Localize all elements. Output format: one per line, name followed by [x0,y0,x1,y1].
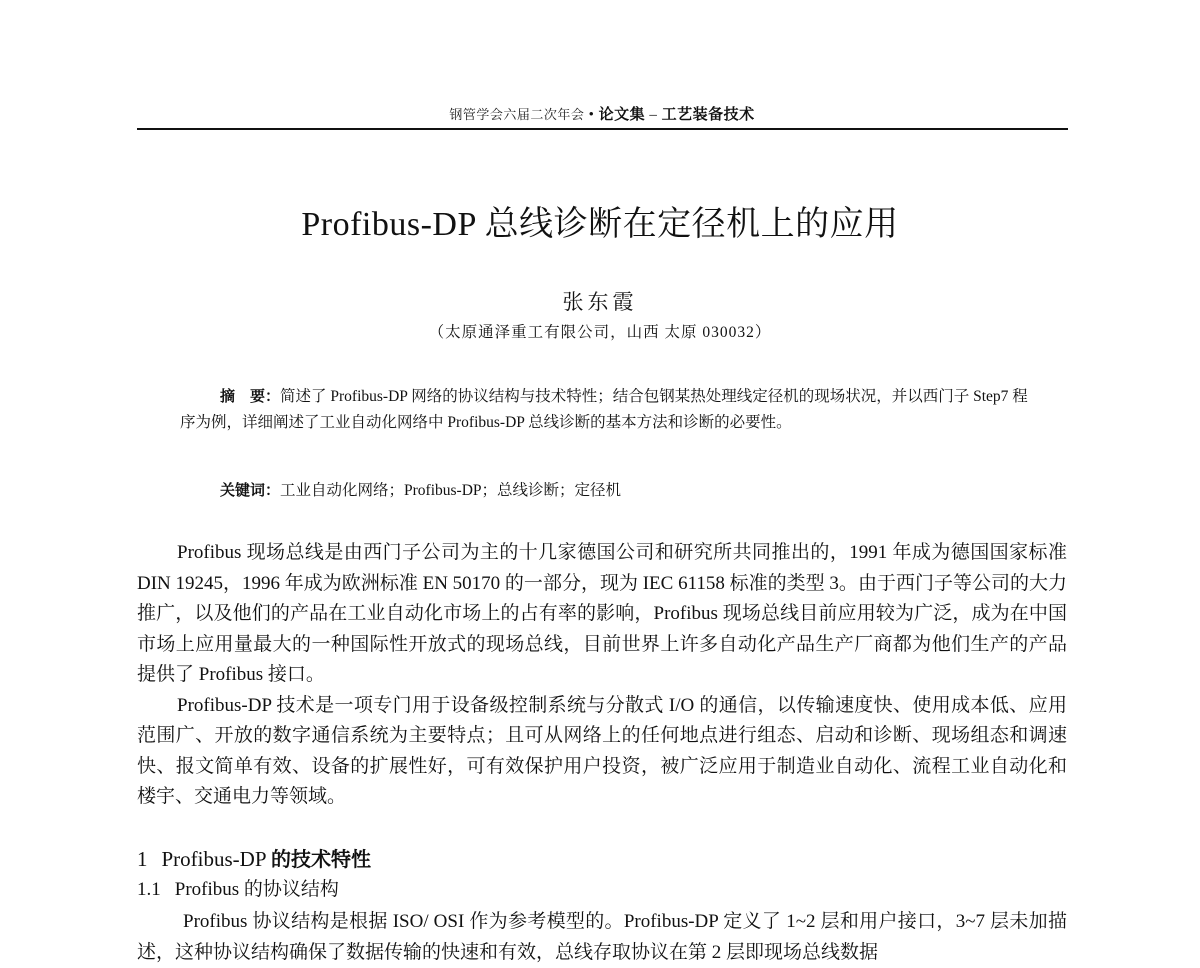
body-paragraph: Profibus 现场总线是由西门子公司为主的十几家德国公司和研究所共同推出的，1991 年成为德国国家标准 DIN 19245，1996 年成为欧洲标准 EN 50170 的一部分，现为 IEC 61158 标准的类型 3。由于西门子等公司的大力推广，以及他们的产品在工业自动化市场上的占有率的影响，Profibus 现场总线目前应用较为广泛，成为在中国市场上应用量最大的一种国际性开放式的现场总线，目前世界上许多自动化产品生产厂商都为他们生产的产品提供了 Profibus 接口。 [137,542,1067,685]
section-title-zh: 的技术特性 [270,847,371,871]
running-header-series: 钢管学会六届二次年会 [449,107,585,122]
subsection-number: 1.1 [137,879,161,900]
running-header-topic: 工艺装备技术 [661,105,755,123]
keywords-label: 关键词： [220,481,281,499]
abstract-text: 简述了 Profibus-DP 网络的协议结构与技术特性；结合包钢某热处理线定径机的现场状况，并以西门子 Step7 程序为例，详细阐述了工业自动化网络中 Profibus-DP 总线诊断的基本方法和诊断的必要性。 [180,388,1028,431]
author-affiliation: （太原通泽重工有限公司，山西 太原 030032） [428,324,772,341]
running-header-dash: – [645,107,662,123]
header-rule [137,128,1068,130]
section-body-text [137,907,1067,968]
keywords-text: 工业自动化网络；Profibus-DP；总线诊断；定径机 [280,482,622,499]
section-heading [137,845,1067,873]
abstract-label: 摘 要： [220,387,281,405]
body-paragraph: Profibus-DP 技术是一项专门用于设备级控制系统与分散式 I/O 的通信，以传输速度快、使用成本低、应用范围广、开放的数字通信系统为主要特点；且可从网络上的任何地点进行组态、启动和诊断、现场组态和调速快、报文简单有效、设备的扩展性好，可有效保护用户投资，被广泛应用于制造业自动化、流程工业自动化和楼宇、交通电力等领域。 [137,694,1067,807]
body-paragraph: Profibus 协议结构是根据 ISO/ OSI 作为参考模型的。Profibus-DP 定义了 1~2 层和用户接口，3~7 层未加描述，这种协议结构确保了数据传输的快速和有效，总线存取协议在第 2 层即现场总线数据 [137,911,1067,963]
keywords [220,477,1040,504]
subsection-heading [137,877,1067,903]
running-header [137,104,1067,125]
abstract [180,383,1040,436]
section-title-latin: Profibus-DP [161,847,271,871]
running-header-collection: 论文集 [598,105,646,123]
running-header-separator: • [584,107,599,123]
body-text [137,538,1067,813]
section-number: 1 [137,847,148,871]
subsection-title: Profibus 的协议结构 [174,879,339,900]
author-name: 张东霞 [562,290,638,314]
paper-title: Profibus-DP 总线诊断在定径机上的应用 [301,206,899,243]
